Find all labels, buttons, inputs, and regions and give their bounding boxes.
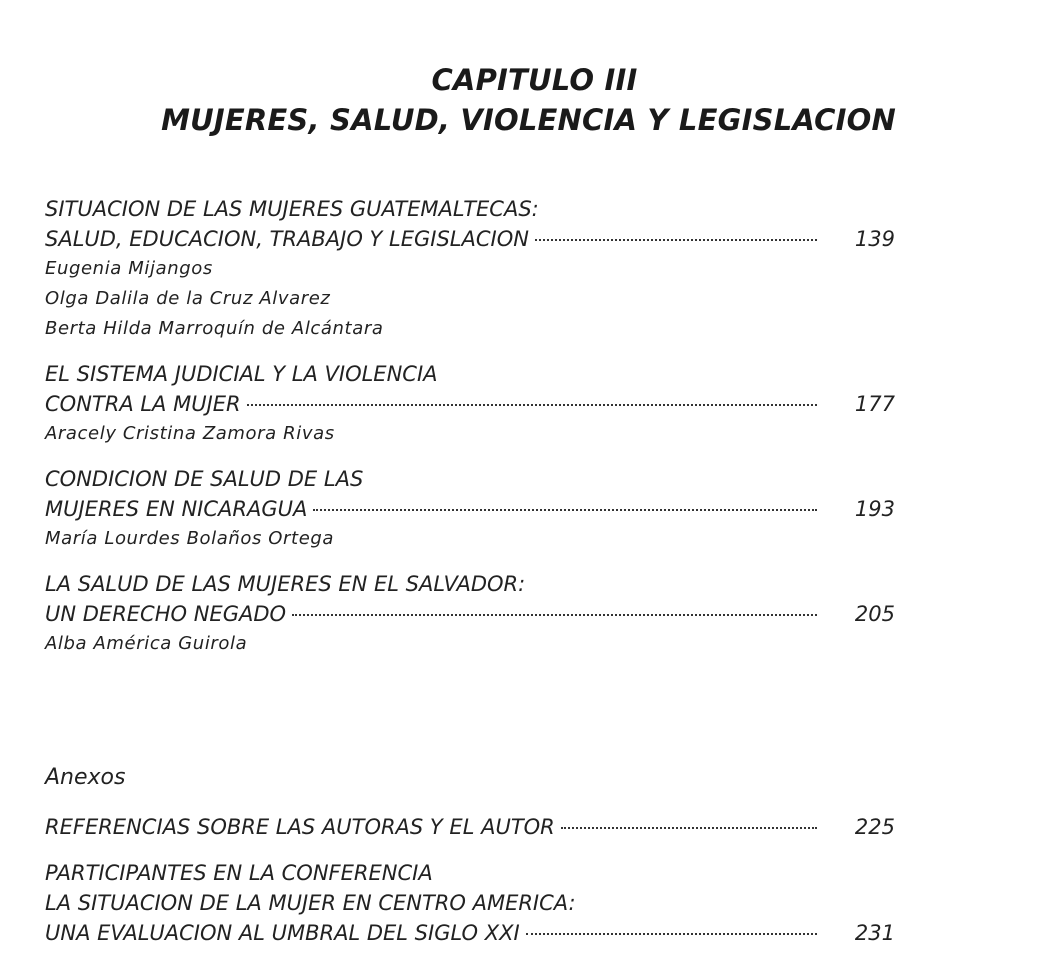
toc-entry-title-text: REFERENCIAS SOBRE LAS AUTORAS Y EL AUTOR — [45, 815, 555, 839]
toc-entry-title-line: SITUACION DE LAS MUJERES GUATEMALTECAS: — [45, 197, 539, 221]
toc-entry-title-line: CONDICION DE SALUD DE LAS — [45, 467, 364, 491]
page-number: 139 — [854, 227, 895, 251]
chapter-number: CAPITULO III — [431, 63, 638, 97]
toc-entry-title-line: EL SISTEMA JUDICIAL Y LA VIOLENCIA — [45, 362, 438, 386]
dot-leader — [535, 239, 817, 241]
annex-heading: Anexos — [45, 765, 126, 790]
dot-leader — [526, 933, 817, 935]
toc-entry-title-text: UN DERECHO NEGADO — [45, 602, 287, 626]
toc-entry-author: Eugenia Mijangos — [45, 258, 213, 279]
dot-leader — [561, 827, 817, 829]
toc-entry — [45, 194, 905, 344]
dot-leader — [313, 509, 817, 511]
annex-contents — [45, 812, 905, 964]
toc-entry-author: Berta Hilda Marroquín de Alcántara — [45, 318, 384, 339]
page-number: 231 — [854, 921, 895, 945]
toc-entry-author: Olga Dalila de la Cruz Alvarez — [45, 288, 331, 309]
page-number: 225 — [854, 815, 895, 839]
toc-entry-title-text: MUJERES EN NICARAGUA — [45, 497, 308, 521]
toc-entry — [45, 812, 905, 842]
toc-entry — [45, 464, 905, 554]
toc-entry-title-line — [45, 494, 895, 524]
toc-entry-author: Aracely Cristina Zamora Rivas — [45, 423, 335, 444]
toc-entry-title-line — [45, 812, 895, 842]
toc-entry — [45, 858, 905, 948]
toc-entry-title-line — [45, 224, 895, 254]
toc-entry-author: Alba América Guirola — [45, 633, 248, 654]
toc-entry-title-text: SALUD, EDUCACION, TRABAJO Y LEGISLACION — [45, 227, 529, 251]
toc-entry-title-line: LA SALUD DE LAS MUJERES EN EL SALVADOR: — [45, 572, 526, 596]
page-number: 205 — [854, 602, 895, 626]
toc-entry-title-line: LA SITUACION DE LA MUJER EN CENTRO AMERICA: — [45, 891, 576, 915]
chapter-heading — [0, 60, 1045, 140]
dot-leader — [292, 614, 817, 616]
toc-entry-title-line — [45, 389, 895, 419]
toc-entry-author: María Lourdes Bolaños Ortega — [45, 528, 335, 549]
page-number: 177 — [854, 392, 895, 416]
page-number: 193 — [854, 497, 895, 521]
toc-entry-title-line: PARTICIPANTES EN LA CONFERENCIA — [45, 861, 433, 885]
toc-entry — [45, 359, 905, 449]
toc-entry-title-text: UNA EVALUACION AL UMBRAL DEL SIGLO XXI — [45, 921, 520, 945]
toc-entry-title-text: CONTRA LA MUJER — [45, 392, 241, 416]
table-of-contents — [45, 194, 905, 674]
toc-entry-title-line — [45, 599, 895, 629]
toc-entry — [45, 569, 905, 659]
dot-leader — [247, 404, 817, 406]
chapter-title: MUJERES, SALUD, VIOLENCIA Y LEGISLACION — [161, 103, 896, 137]
toc-entry-title-line — [45, 918, 895, 948]
